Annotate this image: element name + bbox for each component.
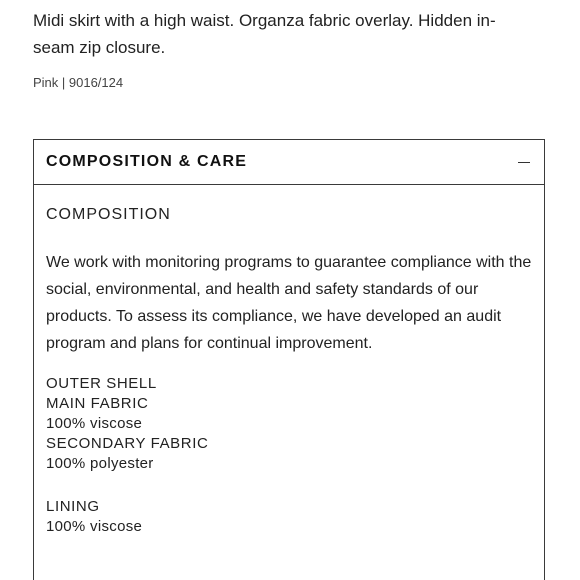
accordion-body [34,205,544,537]
product-description: Midi skirt with a high waist. Organza fabric overlay. Hidden in-seam zip closure. [33,11,496,57]
compliance-text: We work with monitoring programs to guarantee compliance with the social, environmental, and health and safety standards of our products. To assess its compliance, we have developed an audit program and plans for continual improvement. [46,254,532,352]
lining-label: LINING [46,498,100,515]
materials-spacer [46,474,532,497]
accordion-title: COMPOSITION & CARE [46,153,248,170]
composition-heading: COMPOSITION [46,206,171,223]
secondary-fabric-value: 100% polyester [46,455,154,472]
accordion-header[interactable] [34,140,544,185]
materials-list [46,374,532,537]
secondary-fabric-label: SECONDARY FABRIC [46,435,209,452]
main-fabric-value: 100% viscose [46,415,143,432]
main-fabric-label: MAIN FABRIC [46,395,149,412]
lining-value: 100% viscose [46,518,143,535]
minus-icon[interactable] [518,156,530,168]
product-color-reference: Pink | 9016/124 [33,75,124,90]
outer-shell-label: OUTER SHELL [46,375,157,392]
composition-care-accordion [33,139,545,580]
